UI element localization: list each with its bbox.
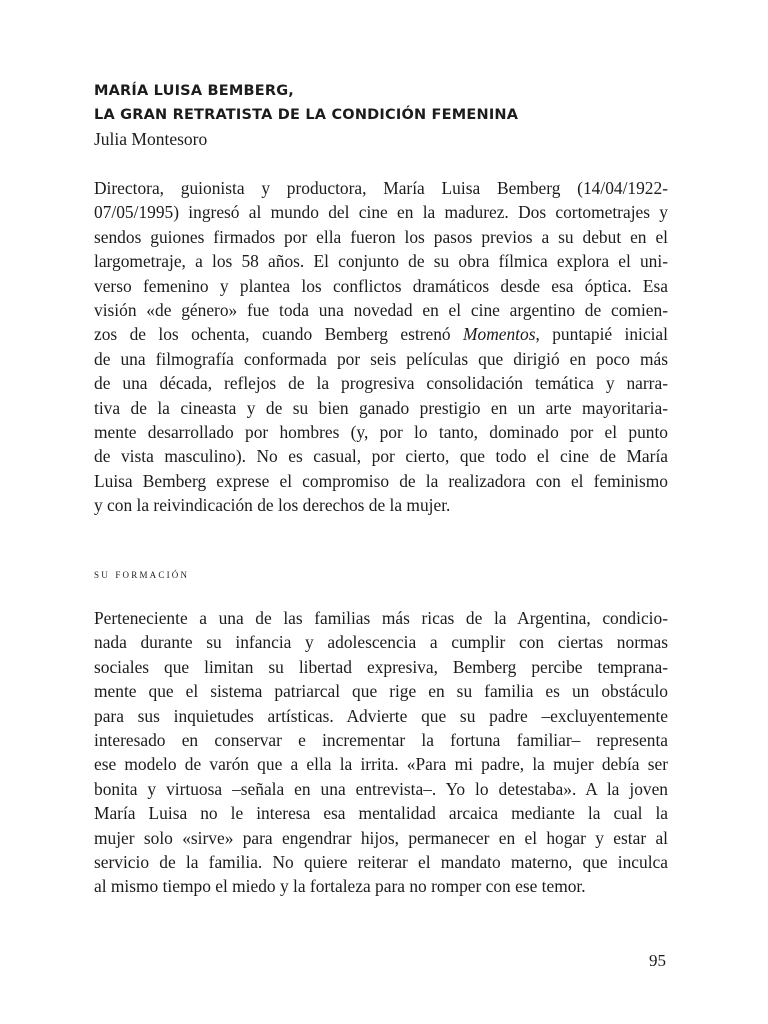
paragraph-line: de vista masculino). No es casual, por cierto, que todo el cine de María (94, 446, 668, 467)
paragraph-line: María Luisa no le interesa esa mentalidad arcaica mediante la cual la (94, 803, 668, 824)
paragraph-line: sendos guiones firmados por ella fueron los pasos previos a su debut en el (94, 226, 668, 247)
article-title-line-1: MARÍA LUISA BEMBERG, (94, 83, 295, 99)
paragraph-line: 07/05/1995) ingresó al mundo del cine en la madurez. Dos cortometrajes y (94, 202, 668, 223)
paragraph-line-with-film-title (94, 322, 668, 346)
paragraph-line: y con la reivindicación de los derechos de la mujer. (94, 495, 451, 516)
article-title-line-2: LA GRAN RETRATISTA DE LA CONDICIÓN FEMENINA (94, 107, 519, 123)
paragraph-line: mente que el sistema patriarcal que rige en su familia es un obstáculo (94, 681, 668, 702)
paragraph-line: para sus inquietudes artísticas. Advierte que su padre –excluyentemente (94, 705, 668, 726)
paragraph-line: Directora, guionista y productora, María Luisa Bemberg (14/04/1922- (94, 178, 668, 198)
article-author: Julia Montesoro (94, 129, 208, 149)
paragraph-line: nada durante su infancia y adolescencia a cumplir con ciertas normas (94, 632, 668, 653)
paragraph-line: mujer solo «sirve» para engendrar hijos, permanecer en el hogar y estar al (94, 827, 668, 848)
paragraph-line: sociales que limitan su libertad expresiva, Bemberg percibe temprana- (94, 656, 668, 677)
page-number: 95 (649, 951, 666, 970)
paragraph-line: mente desarrollado por hombres (y, por lo tanto, dominado por el punto (94, 421, 668, 442)
paragraph-line: bonita y virtuosa –señala en una entrevista–. Yo lo detestaba». A la joven (94, 778, 668, 799)
film-title: Momentos (463, 324, 536, 345)
paragraph-line: ese modelo de varón que a ella la irrita. «Para mi padre, la mujer debía ser (94, 754, 668, 775)
line-segment: , puntapié inicial (535, 324, 668, 345)
article-header (94, 79, 674, 151)
section-heading: su formación (94, 566, 190, 581)
formation-paragraph (94, 606, 668, 899)
paragraph-line: interesado en conservar e incrementar la fortuna familiar– representa (94, 729, 668, 750)
paragraph-line: visión «de género» fue toda una novedad en el cine argentino de comien- (94, 299, 668, 320)
paragraph-line: servicio de la familia. No quiere reiterar el mandato materno, que inculca (94, 851, 668, 872)
paragraph-line: tiva de la cineasta y de su bien ganado prestigio en un arte mayoritaria- (94, 397, 668, 418)
line-segment: zos de los ochenta, cuando Bemberg estrenó (94, 324, 464, 345)
paragraph-line: verso femenino y plantea los conflictos dramáticos desde esa óptica. Esa (94, 275, 668, 296)
paragraph-line: largometraje, a los 58 años. El conjunto de su obra fílmica explora el uni- (94, 251, 668, 272)
paragraph-line: Perteneciente a una de las familias más ricas de la Argentina, condicio- (94, 608, 668, 628)
paragraph-line: de una filmografía conformada por seis películas que dirigió en poco más (94, 348, 668, 369)
paragraph-line: de una década, reflejos de la progresiva consolidación temática y narra- (94, 373, 668, 394)
paragraph-line: al mismo tiempo el miedo y la fortaleza para no romper con ese temor. (94, 876, 586, 897)
intro-paragraph (94, 176, 668, 517)
paragraph-line: Luisa Bemberg exprese el compromiso de la realizadora con el feminismo (94, 470, 668, 491)
